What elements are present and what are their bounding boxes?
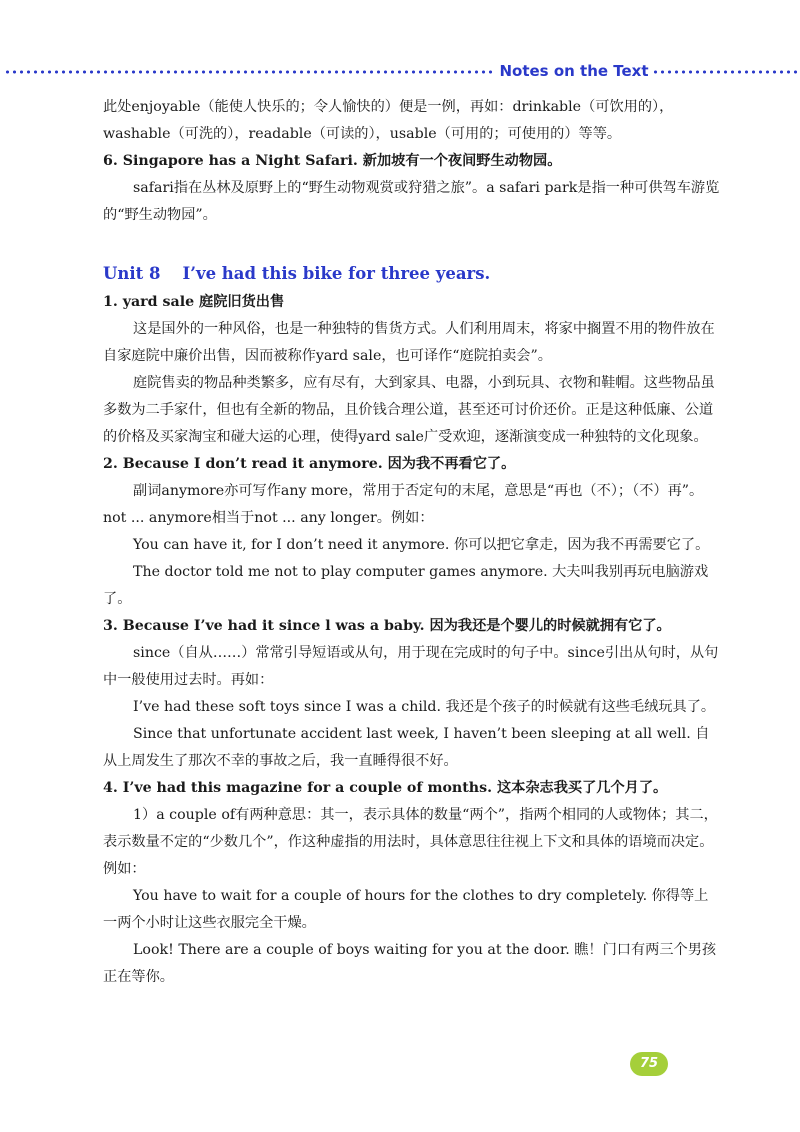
example-sentence: You have to wait for a couple of hours for the clothes to dry completely. 你得等上一两个小时让这些衣服完全干燥。 [103, 888, 709, 931]
page-number-badge: 75 [630, 1052, 668, 1076]
paragraph: 副词anymore亦可写作any more，常用于否定句的末尾，意思是“再也（不）；（不）再”。not ... anymore相当于not ... any longer。例如： [103, 483, 704, 526]
note-heading-1: 1. yard sale 庭院旧货出售 [103, 294, 285, 310]
note-heading-4: 4. I’ve had this magazine for a couple of months. 这本杂志我买了几个月了。 [103, 780, 668, 796]
unit-heading [103, 259, 721, 289]
paragraph: 这是国外的一种风俗，也是一种独特的售货方式。人们利用周末，将家中搁置不用的物件放在自家庭院中廉价出售，因而被称作yard sale，也可译作“庭院拍卖会”。 [103, 321, 715, 364]
paragraph: safari指在丛林及原野上的“野生动物观赏或狩猎之旅”。a safari park是指一种可供驾车游览的“野生动物园”。 [103, 180, 720, 223]
example-sentence: You can have it, for I don’t need it anymore. 你可以把它拿走，因为我不再需要它了。 [133, 537, 710, 553]
page-content [103, 94, 721, 991]
paragraph: since（自从……）常常引导短语或从句，用于现在完成时的句子中。since引出从句时，从句中一般使用过去时。再如： [103, 645, 719, 688]
note-heading-6: 6. Singapore has a Night Safari. 新加坡有一个夜间野生动物园。 [103, 153, 562, 169]
paragraph: 此处enjoyable（能使人快乐的；令人愉快的）便是一例，再如：drinkable（可饮用的），washable（可洗的），readable（可读的），usable（可用的；可使用的）等等。 [103, 99, 674, 142]
paragraph: 庭院售卖的物品种类繁多，应有尽有，大到家具、电器，小到玩具、衣物和鞋帽。这些物品虽多数为二手家什，但也有全新的物品，且价钱合理公道，甚至还可讨价还价。正是这种低廉、公道的价格及买家淘宝和碰大运的心理，使得yard sale广受欢迎，逐渐演变成一种独特的文化现象。 [103, 375, 715, 445]
spacer [103, 229, 721, 237]
paragraph: 1）a couple of有两种意思：其一，表示具体的数量“两个”，指两个相同的人或物体；其二，表示数量不定的“少数几个”，作这种虚指的用法时，具体意思往往视上下文和具体的语境而决定。例如： [103, 807, 718, 877]
header-dotted-rule-right [652, 70, 798, 74]
header-dotted-rule-left [4, 70, 494, 74]
unit-title: I’ve had this bike for three years. [182, 264, 491, 283]
page-header [0, 60, 800, 82]
example-sentence: I’ve had these soft toys since I was a child. 我还是个孩子的时候就有这些毛绒玩具了。 [133, 699, 716, 715]
example-sentence: The doctor told me not to play computer games anymore. 大夫叫我别再玩电脑游戏了。 [103, 564, 709, 607]
note-heading-3: 3. Because I’ve had it since l was a baby. 因为我还是个婴儿的时候就拥有它了。 [103, 618, 671, 634]
unit-label: Unit 8 [103, 264, 161, 283]
example-sentence: Look! There are a couple of boys waiting for you at the door. 瞧！门口有两三个男孩正在等你。 [103, 942, 717, 985]
note-heading-2: 2. Because I don’t read it anymore. 因为我不再看它了。 [103, 456, 516, 472]
example-sentence: Since that unfortunate accident last week, I haven’t been sleeping at all well. 自从上周发生了那次不幸的事故之后，我一直睡得很不好。 [103, 726, 710, 769]
section-title: Notes on the Text [499, 62, 649, 80]
